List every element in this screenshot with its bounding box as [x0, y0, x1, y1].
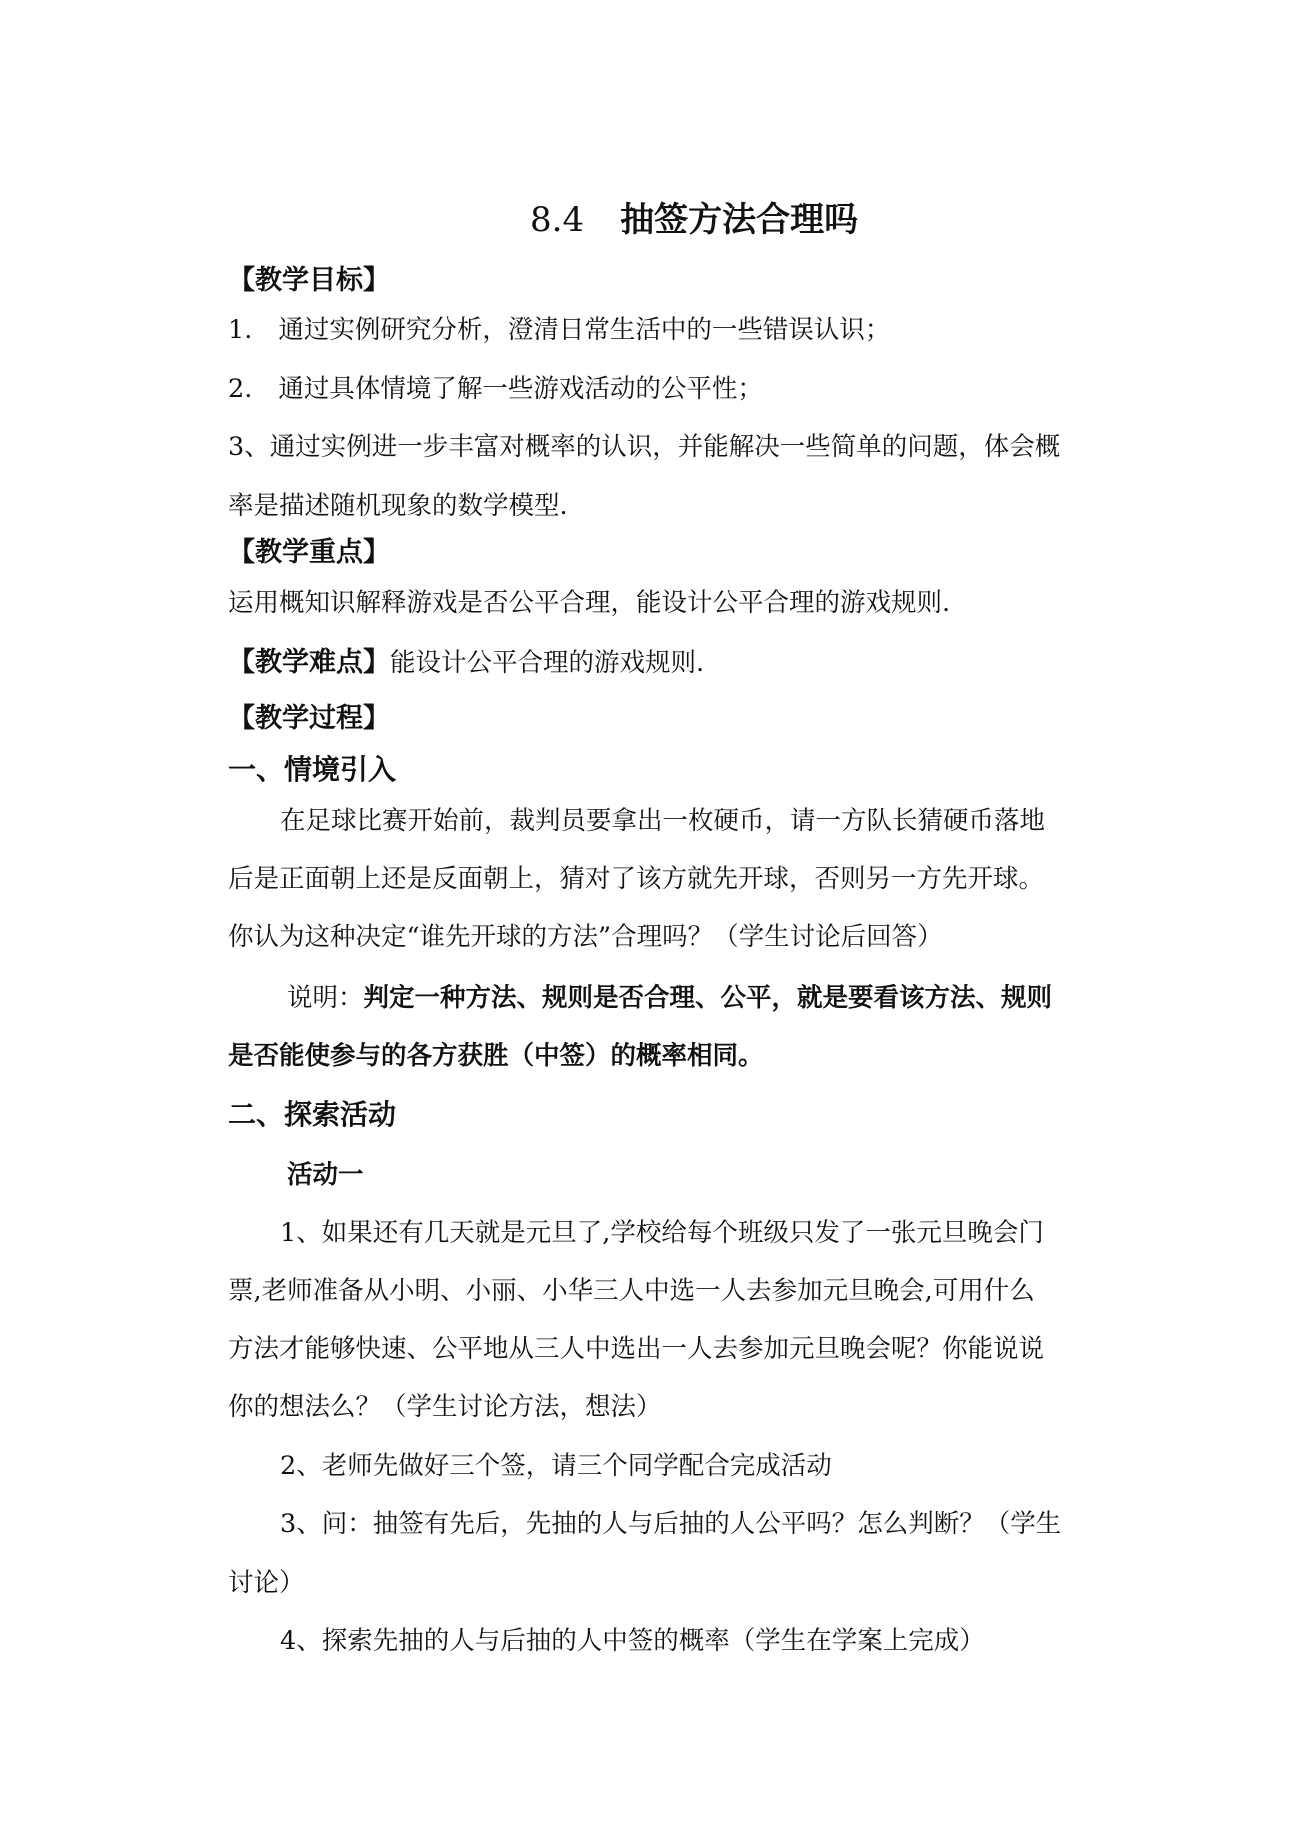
section-2-heading: 二、探索活动 [228, 1098, 397, 1131]
objective-number: 1. [228, 315, 253, 345]
section-1-heading: 一、情境引入 [228, 753, 397, 786]
question-1-line-2: 票,老师准备从小明、小丽、小华三人中选一人去参加元旦晚会,可用什么 [228, 1276, 1035, 1306]
note-line-2: 是否能使参与的各方获胜（中签）的概率相同。 [228, 1041, 764, 1071]
question-4: 4、探索先抽的人与后抽的人中签的概率（学生在学案上完成） [280, 1626, 985, 1656]
process-heading: 【教学过程】 [228, 703, 390, 734]
difficulties-line [228, 646, 704, 680]
question-2: 2、老师先做好三个签，请三个同学配合完成活动 [280, 1451, 832, 1481]
section-number: 8.4 [530, 200, 585, 240]
difficulties-heading: 【教学难点】 [228, 647, 390, 678]
difficulties-text: 能设计公平合理的游戏规则. [390, 648, 705, 678]
page-title [530, 198, 858, 242]
section-1-para-line-1: 在足球比赛开始前，裁判员要拿出一枚硬币，请一方队长猜硬币落地 [280, 806, 1046, 836]
note-label: 说明： [287, 983, 364, 1013]
objective-text: 通过具体情境了解一些游戏活动的公平性； [278, 374, 763, 404]
key-points-heading: 【教学重点】 [228, 537, 390, 568]
objective-number: 2. [228, 374, 253, 404]
objective-item-3-line-2: 率是描述随机现象的数学模型. [228, 491, 568, 521]
objective-item-1 [228, 313, 890, 347]
question-1-line-3: 方法才能够快速、公平地从三人中选出一人去参加元旦晚会呢？你能说说 [228, 1334, 1045, 1364]
objectives-heading: 【教学目标】 [228, 265, 390, 296]
note-line-1 [287, 981, 1052, 1015]
question-1-line-4: 你的想法么？（学生讨论方法，想法） [228, 1392, 662, 1422]
key-points-text: 运用概知识解释游戏是否公平合理，能设计公平合理的游戏规则. [228, 588, 951, 618]
question-1-line-1: 1、如果还有几天就是元旦了,学校给每个班级只发了一张元旦晚会门 [280, 1218, 1044, 1248]
objective-text: 通过实例研究分析，澄清日常生活中的一些错误认识； [278, 315, 891, 345]
section-1-para-line-3: 你认为这种决定“谁先开球的方法”合理吗？（学生讨论后回答） [228, 922, 943, 952]
title-text: 抽签方法合理吗 [620, 200, 859, 240]
objective-item-2 [228, 372, 763, 406]
question-3-line-2: 讨论） [228, 1568, 305, 1598]
section-1-para-line-2: 后是正面朝上还是反面朝上，猜对了该方就先开球，否则另一方先开球。 [228, 864, 1045, 894]
objective-item-3-line-1: 3、通过实例进一步丰富对概率的认识，并能解决一些简单的问题，体会概 [228, 432, 1061, 462]
note-text: 判定一种方法、规则是否合理、公平，就是要看该方法、规则 [363, 983, 1053, 1013]
question-3-line-1: 3、问：抽签有先后，先抽的人与后抽的人公平吗？怎么判断？（学生 [280, 1509, 1062, 1539]
activity-title: 活动一 [287, 1160, 364, 1190]
